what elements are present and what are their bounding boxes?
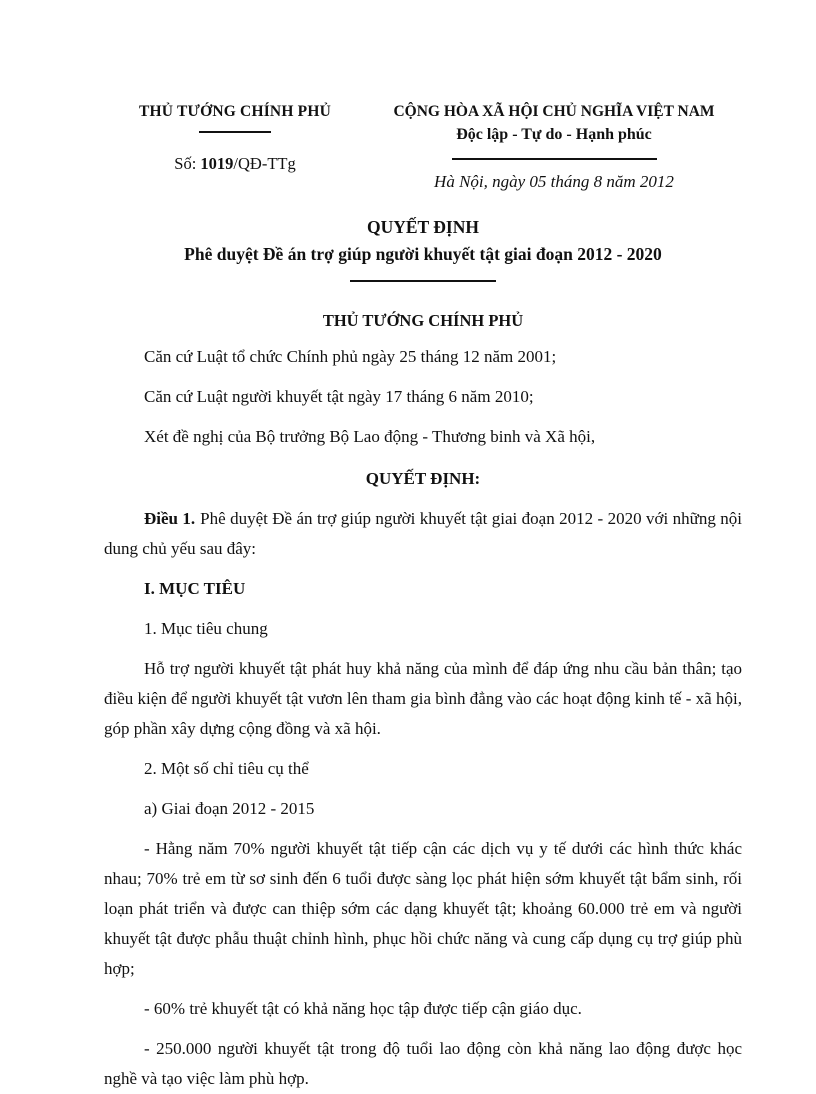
place-date: Hà Nội, ngày 05 tháng 8 năm 2012 [434, 172, 674, 191]
article-1-label: Điều 1. [144, 509, 196, 528]
phase-a-heading: a) Giai đoạn 2012 - 2015 [144, 799, 315, 818]
motto-divider-line [452, 158, 657, 160]
enacting-formula: QUYẾT ĐỊNH: [365, 469, 481, 488]
doc-number-value: 1019 [200, 154, 234, 173]
bullet-paragraph-3: - 250.000 người khuyết tật trong độ tuổi lao động còn khả năng lao động được học nghề và tạo việc làm phù hợp. [104, 1039, 742, 1088]
title-block [104, 215, 742, 282]
article-1-text: Phê duyệt Đề án trợ giúp người khuyết tật giai đoạn 2012 - 2020 với những nội dung chủ yếu sau đây: [104, 509, 742, 558]
bullet-paragraph-1: - Hằng năm 70% người khuyết tật tiếp cận các dịch vụ y tế dưới các hình thức khác nhau; 70% trẻ em từ sơ sinh đến 6 tuổi được sàng lọc phát hiện sớm khuyết tật bẩm sinh, rối loạn phát triển và được can thiệp sớm các dạng khuyết tật; khoảng 60.000 trẻ em và người khuyết tật được phẫu thuật chỉnh hình, phục hồi chức năng và cung cấp dụng cụ trợ giúp phù hợp; [104, 839, 742, 978]
preamble-paragraph-2: Căn cứ Luật người khuyết tật ngày 17 tháng 6 năm 2010; [144, 387, 534, 406]
doc-number-label: Số: [174, 154, 201, 173]
doc-number-suffix: /QĐ-TTg [233, 154, 296, 173]
preamble-paragraph-3: Xét đề nghị của Bộ trưởng Bộ Lao động - Thương binh và Xã hội, [144, 427, 596, 446]
issuer-block [104, 102, 366, 192]
goal-paragraph: Hỗ trợ người khuyết tật phát huy khả năng của mình để đáp ứng nhu cầu bản thân; tạo điều kiện để người khuyết tật vươn lên tham gia bình đẳng vào các hoạt động kinh tế - xã hội, góp phần xây dựng cộng đồng và xã hội. [104, 659, 742, 738]
document-header [104, 102, 742, 192]
article-1-paragraph [104, 504, 742, 564]
document-body [104, 342, 742, 1094]
bullet-paragraph-2: - 60% trẻ khuyết tật có khả năng học tập được tiếp cận giáo dục. [144, 999, 582, 1018]
issuer-name: THỦ TƯỚNG CHÍNH PHỦ [139, 103, 331, 120]
national-motto: Độc lập - Tự do - Hạnh phúc [456, 126, 652, 143]
title-divider-line [350, 280, 496, 282]
decision-type-title: QUYẾT ĐỊNH [367, 217, 479, 237]
country-name: CỘNG HÒA XÃ HỘI CHỦ NGHĨA VIỆT NAM [393, 103, 715, 120]
subsection-2-heading: 2. Một số chỉ tiêu cụ thể [144, 759, 309, 778]
doc-number [104, 154, 366, 174]
national-block [366, 102, 742, 192]
decision-subject: Phê duyệt Đề án trợ giúp người khuyết tật giai đoạn 2012 - 2020 [184, 244, 662, 264]
section-1-heading: I. MỤC TIÊU [144, 579, 246, 598]
authority-heading: THỦ TƯỚNG CHÍNH PHỦ [322, 311, 524, 330]
subsection-1-heading: 1. Mục tiêu chung [144, 619, 268, 638]
issuer-divider-line [199, 131, 271, 133]
preamble-paragraph-1: Căn cứ Luật tổ chức Chính phủ ngày 25 tháng 12 năm 2001; [144, 347, 557, 366]
